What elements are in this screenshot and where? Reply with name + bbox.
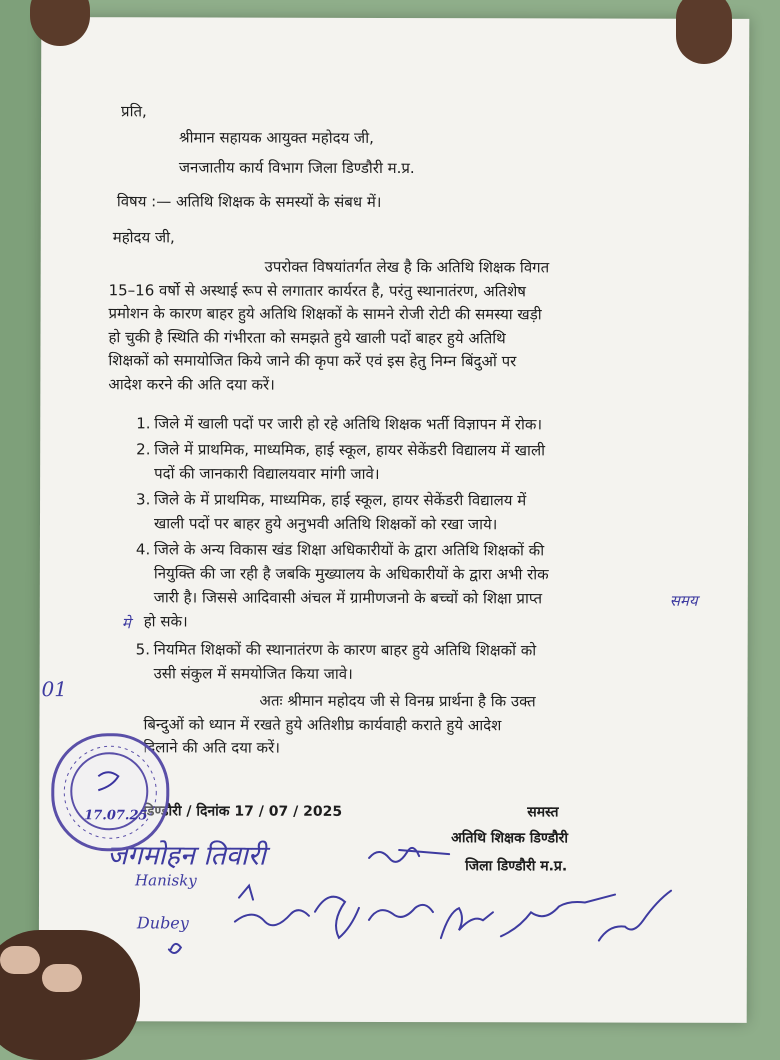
point-line: हो सके। — [143, 612, 188, 631]
body-line: शिक्षकों को समायोजित किये जाने की कृपा करें एवं इस हेतु निम्न बिंदुओं पर — [108, 351, 517, 371]
official-stamp — [51, 733, 169, 851]
closing-line: बिन्दुओं को ध्यान में रखते हुये अतिशीघ्र कार्यवाही कराते हुये आदेश — [143, 714, 502, 734]
signature-scribble — [369, 848, 449, 862]
handwritten-signature-name: जगमोहन तिवारी — [107, 840, 266, 872]
letter-page — [39, 17, 750, 1023]
handwritten-insert-right: समय — [669, 591, 698, 610]
salutation-to: प्रति, — [121, 102, 147, 121]
point-line: जिले में प्राथमिक, माध्यमिक, हाई स्कूल, हायर सेकेंडरी विद्यालय में खाली — [154, 440, 546, 460]
signature-scribble — [501, 894, 615, 936]
body-line: प्रमोशन के कारण बाहर हुये अतिथि शिक्षकों के सामने रोजी रोटी की समस्या खड़ी — [108, 304, 542, 324]
signature-scribble — [315, 897, 359, 938]
point-line: जिले के अन्य विकास खंड शिक्षा अधिकारीयों के द्वारा अतिथि शिक्षकों की — [153, 540, 545, 560]
point-line: जिले में खाली पदों पर जारी हो रहे अतिथि शिक्षक भर्ती विज्ञापन में रोक। — [154, 414, 543, 434]
greeting: महोदय जी, — [112, 228, 175, 247]
body-line: आदेश करने की अति दया करें। — [108, 374, 275, 394]
signature-scribble — [235, 886, 309, 926]
body-line: 15–16 वर्षो से अस्थाई रूप से लगातार कार्यरत है, परंतु स्थानातंरण, अतिशेष — [108, 280, 527, 300]
sender-line-3: जिला डिण्डौरी म.प्र. — [465, 858, 568, 875]
signature-scribble — [441, 908, 493, 938]
point-number: 1. — [136, 414, 151, 433]
finger-top-right — [676, 0, 732, 64]
handwritten-insert-left: मे — [121, 614, 131, 633]
point-line: जारी है। जिससे आदिवासी अंचल में ग्रामीणजनो के बच्चों को शिक्षा प्राप्त — [153, 588, 543, 608]
addressee-line-1: श्रीमान सहायक आयुक्त महोदय जी, — [178, 128, 374, 147]
body-line: उपरोक्त विषयांतर्गत लेख है कि अतिथि शिक्षक विगत — [264, 257, 550, 277]
subject-line: विषय :— अतिथि शिक्षक के समस्यों के संबध में। — [116, 192, 382, 211]
hand-bottom-left — [0, 930, 140, 1060]
point-number: 2. — [136, 440, 151, 459]
point-line: खाली पदों पर बाहर हुये अनुभवी अतिथि शिक्षकों को रखा जाये। — [153, 514, 498, 534]
point-line: पदों की जानकारी विद्यालयवार मांगी जावे। — [154, 464, 380, 483]
point-line: नियमित शिक्षकों की स्थानातंरण के कारण बाहर हुये अतिथि शिक्षकों को — [153, 640, 537, 660]
signature-scribble — [599, 891, 671, 941]
body-line: हो चुकी है स्थिति की गंभीरता को समझते हुये खाली पदों बाहर हुये अतिथि — [108, 327, 506, 347]
handwritten-margin-mark: 01 — [41, 677, 68, 702]
signature-scribbles — [39, 17, 750, 1023]
signature-scribble — [369, 905, 433, 920]
point-line: नियुक्ति की जा रही है जबकि मुख्यालय के अधिकारीयों के द्वारा अभी रोक — [153, 564, 549, 584]
signature-hanisky: Hanisky — [135, 871, 197, 890]
point-number: 5. — [135, 640, 150, 659]
closing-line: अतः श्रीमान महोदय जी से विनम्र प्रार्थना है कि उक्त — [259, 691, 536, 711]
closing-line: दिलाने की अति दया करें। — [143, 738, 280, 757]
point-line: जिले के में प्राथमिक, माध्यमिक, हाई स्कूल, हायर सेकेंडरी विद्यालय में — [154, 490, 527, 510]
point-line: उसी संकुल में समयोजित किया जावे। — [153, 664, 353, 683]
fingernail — [0, 946, 40, 974]
signature-dubey: Dubey — [136, 913, 189, 933]
point-number: 3. — [136, 490, 151, 509]
fingernail — [42, 964, 82, 992]
place-date: डिण्डौरी / दिनांक 17 / 07 / 2025 — [143, 803, 343, 820]
sender-line-1: समस्त — [527, 804, 559, 821]
stamp-date: 17.07.25 — [84, 808, 148, 824]
point-number: 4. — [135, 540, 151, 559]
stamp-ring-marks — [54, 736, 166, 848]
sender-line-2: अतिथि शिक्षक डिण्डौरी — [451, 830, 568, 847]
signature-scribble — [169, 944, 181, 953]
addressee-line-2: जनजातीय कार्य विभाग जिला डिण्डौरी म.प्र. — [178, 158, 415, 178]
